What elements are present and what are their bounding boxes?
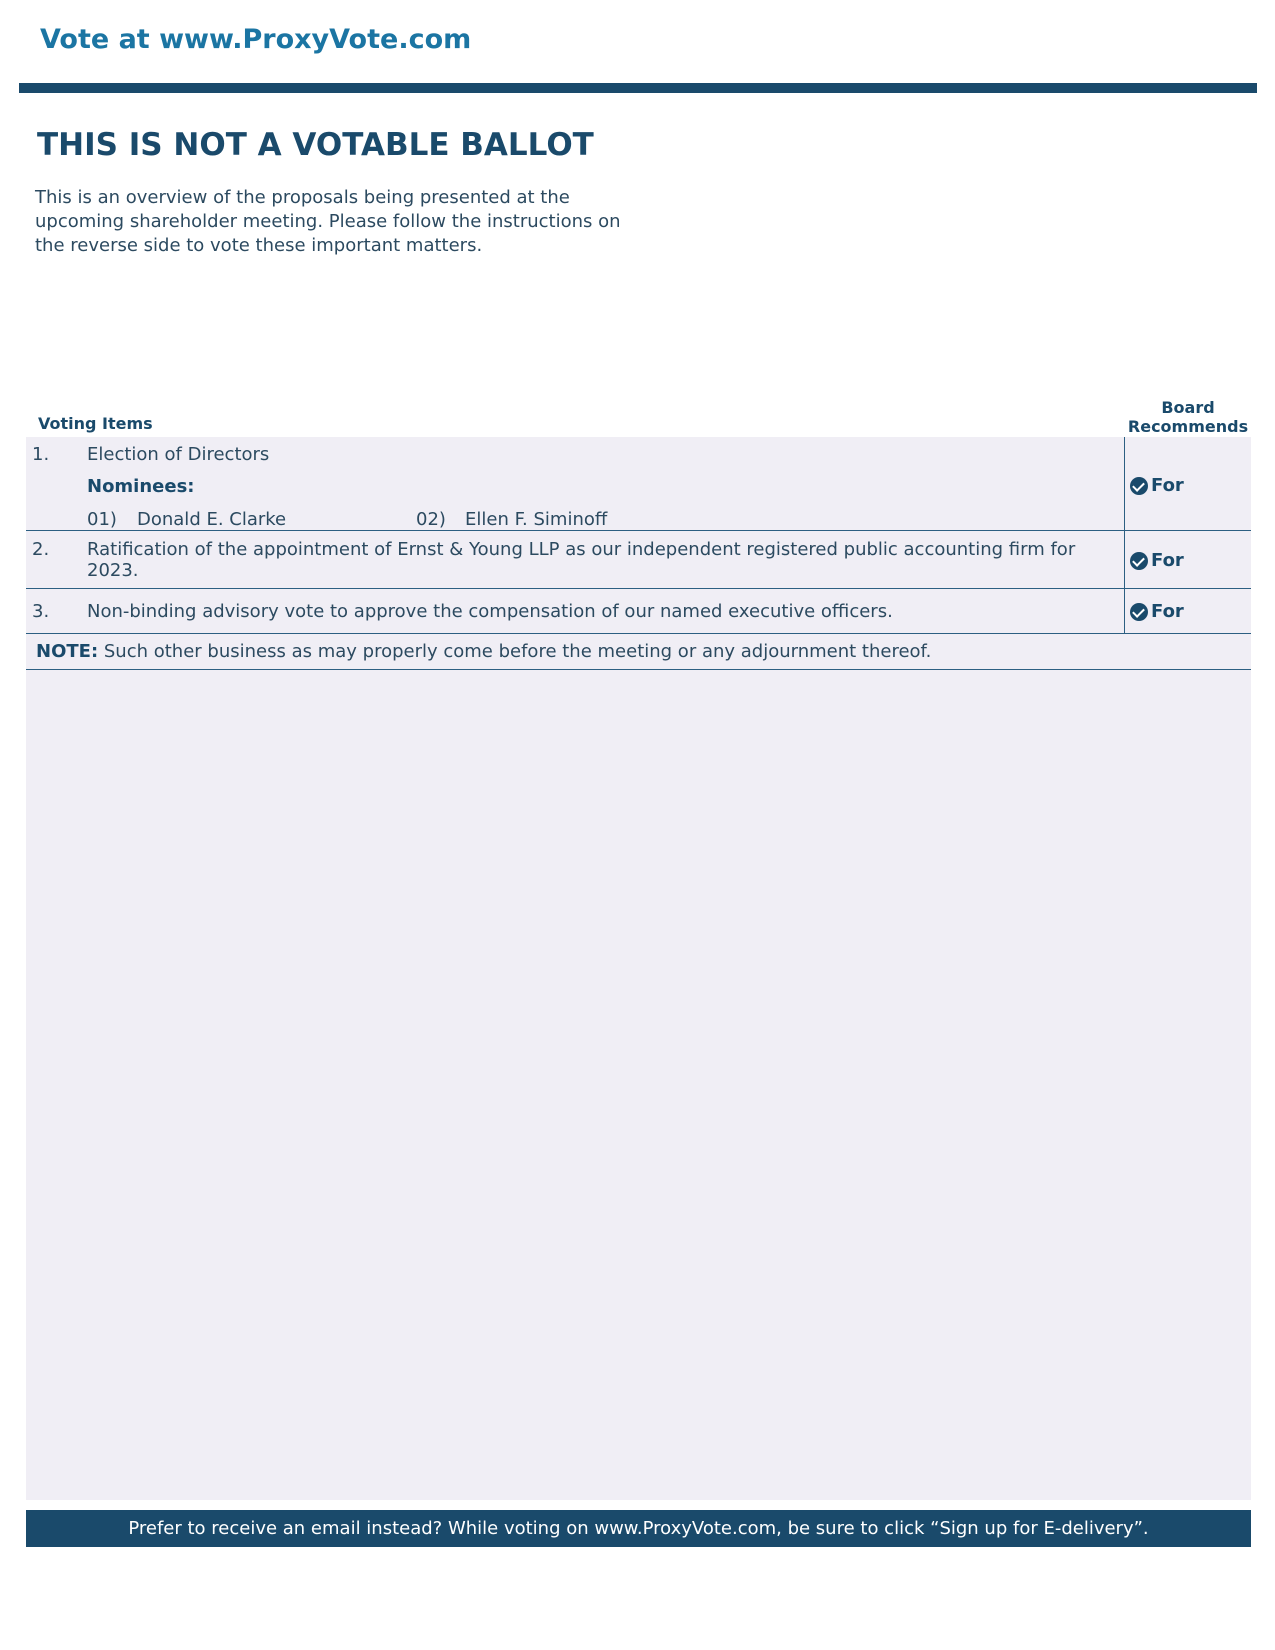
note-row xyxy=(26,634,1251,670)
edelivery-footer: Prefer to receive an email instead? While voting on www.ProxyVote.com, be sure to click “Sign up for E-delivery”. xyxy=(26,1510,1251,1547)
voting-items-panel xyxy=(26,437,1251,1500)
nominee-name: Ellen F. Siminoff xyxy=(465,509,608,530)
board-recommendation xyxy=(1130,550,1184,571)
board-recommends-header xyxy=(1120,398,1256,436)
board-recommendation xyxy=(1130,475,1184,496)
top-divider xyxy=(19,83,1257,93)
item-description: Election of Directors xyxy=(87,444,270,465)
board-header-line2: Recommends xyxy=(1127,417,1249,436)
check-circle-icon xyxy=(1130,477,1148,495)
vote-link-header[interactable]: Vote at www.ProxyVote.com xyxy=(40,24,472,55)
note-text xyxy=(36,641,931,662)
intro-text: This is an overview of the proposals being presented at the upcoming shareholder meeting. Please follow the instructions on the reverse side to vote these important matters. xyxy=(35,187,621,256)
check-circle-icon xyxy=(1130,552,1148,570)
voting-item-row xyxy=(26,437,1251,531)
item-description: Non-binding advisory vote to approve the compensation of our named executive officers. xyxy=(87,601,893,622)
recommendation-label: For xyxy=(1151,601,1184,622)
board-header-line1: Board xyxy=(1161,398,1215,417)
voting-items-table xyxy=(26,437,1251,670)
item-description-line1: Ratification of the appointment of Ernst & Young LLP as our independent registered public accounting firm for xyxy=(87,539,1076,560)
note-body: Such other business as may properly come before the meeting or any adjournment thereof. xyxy=(98,641,932,662)
check-circle-icon xyxy=(1130,603,1148,621)
voting-items-header: Voting Items xyxy=(38,414,153,433)
item-description xyxy=(87,539,1075,581)
nominee-number: 02) xyxy=(416,509,446,530)
voting-item-row xyxy=(26,531,1251,589)
board-recommendation xyxy=(1130,601,1184,622)
item-number: 3. xyxy=(32,601,50,622)
nominee-name: Donald E. Clarke xyxy=(137,509,287,530)
item-number: 2. xyxy=(32,539,50,560)
recommendation-label: For xyxy=(1151,475,1184,496)
item-number: 1. xyxy=(32,444,50,465)
item-description-line2: 2023. xyxy=(87,560,139,581)
note-label: NOTE: xyxy=(36,641,99,662)
nominee-number: 01) xyxy=(87,509,117,530)
recommend-column-divider xyxy=(1124,589,1125,633)
page-title: THIS IS NOT A VOTABLE BALLOT xyxy=(37,127,594,163)
recommend-column-divider xyxy=(1124,531,1125,588)
recommend-column-divider xyxy=(1124,437,1125,530)
voting-item-row xyxy=(26,589,1251,634)
nominees-label: Nominees: xyxy=(87,476,195,497)
recommendation-label: For xyxy=(1151,550,1184,571)
